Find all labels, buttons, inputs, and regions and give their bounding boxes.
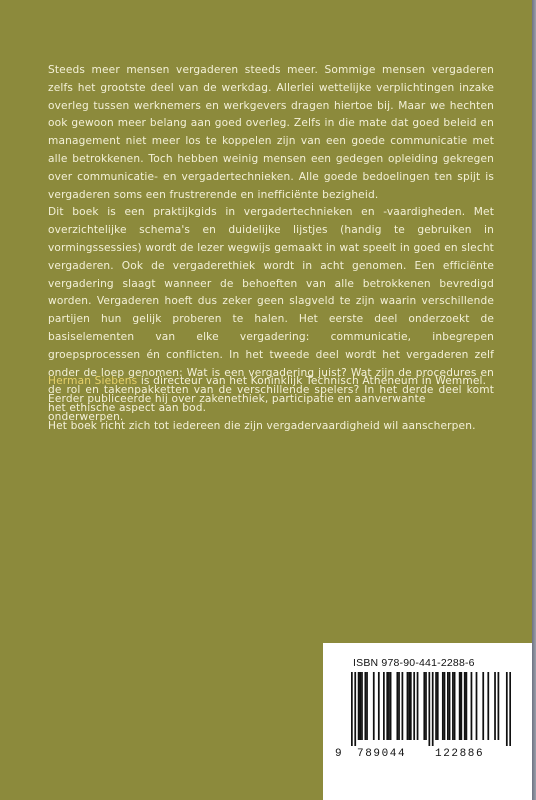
barcode-bar bbox=[373, 672, 375, 740]
barcode-bar bbox=[509, 672, 511, 746]
barcode-bar bbox=[460, 672, 462, 740]
barcode-bar bbox=[378, 672, 380, 740]
barcode-bar bbox=[425, 672, 427, 740]
barcode-bar bbox=[364, 672, 366, 740]
barcode-bar bbox=[351, 672, 353, 746]
barcode-bar bbox=[464, 672, 466, 740]
barcode-bar bbox=[428, 672, 430, 746]
author-name: Herman Siebens bbox=[48, 375, 138, 387]
barcode-bar bbox=[407, 672, 409, 740]
barcode-digit-group-right: 122886 bbox=[435, 748, 485, 760]
barcode-bar bbox=[494, 672, 496, 740]
barcode-bar bbox=[442, 672, 444, 740]
barcode-bar bbox=[487, 672, 489, 740]
barcode-bar bbox=[449, 672, 451, 740]
barcode-bar bbox=[388, 672, 390, 740]
barcode-bar bbox=[358, 672, 360, 740]
barcode-bar bbox=[366, 672, 368, 740]
blurb-paragraph-3: Het boek richt zich tot iedereen die zijn vergadervaardigheid wil aanscherpen. bbox=[48, 419, 476, 432]
barcode-bar bbox=[359, 672, 361, 740]
blurb-paragraph-1: Steeds meer mensen vergaderen steeds meer. Sommige mensen vergaderen zelfs het grootste deel van de werkdag. Allerlei wettelijke verplichtingen inzake overleg tussen werknemers en werkgevers dragen hiertoe bij. Maar we hechten ook gewoon meer belang aan goed overleg. Zelfs in die mate dat goed beleid en management niet meer los te koppelen zijn van een goede communicatie met alle betrokkenen. Toch hebben weinig mensen een gedegen opleiding gekregen over communicatie- en vergadertechnieken. Alle goede bedoelingen ten spijt is vergaderen soms een frustrerende en inefficiënte bezigheid. bbox=[48, 64, 494, 201]
barcode-bar bbox=[482, 672, 484, 740]
barcode-bar bbox=[506, 672, 508, 746]
barcode-bar bbox=[390, 672, 392, 740]
barcode-bar bbox=[498, 672, 500, 740]
barcode-bar bbox=[459, 672, 461, 740]
barcode-bar bbox=[398, 672, 400, 740]
barcode-bar bbox=[476, 672, 478, 740]
barcode-bar bbox=[396, 672, 398, 740]
author-bio-text: is directeur van het Koninklijk Technisch Atheneum in Wemmel. Eerder publiceerde hij over zakenethiek, participatie en aanverwante onderwerpen. bbox=[48, 375, 487, 423]
barcode-bar bbox=[408, 672, 410, 740]
barcode-icon bbox=[351, 672, 511, 746]
barcode-bar bbox=[383, 672, 385, 740]
barcode-bar bbox=[361, 672, 363, 740]
barcode-bar bbox=[423, 672, 425, 740]
barcode-panel bbox=[323, 643, 532, 800]
barcode-bar bbox=[386, 672, 388, 740]
barcode-digit-group-left: 789044 bbox=[357, 748, 407, 760]
book-edge bbox=[532, 0, 536, 800]
barcode-bar bbox=[437, 672, 439, 740]
author-bio-paragraph bbox=[48, 373, 494, 426]
barcode-bar bbox=[471, 672, 473, 740]
barcode-bar bbox=[354, 672, 356, 746]
barcode-bar bbox=[432, 672, 434, 746]
barcode-bar bbox=[452, 672, 454, 740]
barcode-bar bbox=[466, 672, 468, 740]
barcode-bar bbox=[454, 672, 456, 740]
barcode-bar bbox=[417, 672, 419, 740]
barcode-bar bbox=[402, 672, 404, 740]
blurb-paragraph-2: Dit boek is een praktijkgids in vergadertechnieken en -vaardigheden. Met overzichtelijke schema's en duidelijke lijstjes (handig te gebruiken in vormingssessies) wordt de lezer wegwijs gemaakt in wat speelt in goed en slecht vergaderen. Ook de vergaderethiek wordt in acht genomen. Een efficiënte vergadering slaagt wanneer de behoeften van alle betrokkenen bevredigd worden. Vergaderen hoeft dus zeker geen slagveld te zijn waarin verschillende partijen hun gelijk proberen te halen. Het eerste deel onderzoekt de basiselementen van elke vergadering: communicatie, inbegrepen groepsprocessen én conflicten. In het tweede deel wordt het vergaderen zelf onder de loep genomen: Wat is een vergadering juist? Wat zijn de procedures en de rol en takenpakketten van de verschillende spelers? In het derde deel komt het ethische aspect aan bod. bbox=[48, 206, 494, 415]
barcode-bar bbox=[413, 672, 415, 740]
barcode-bar bbox=[447, 672, 449, 740]
barcode-bar bbox=[444, 672, 446, 740]
author-bio bbox=[48, 373, 494, 426]
barcode-bar bbox=[435, 672, 437, 740]
isbn-label: ISBN 978-90-441-2288-6 bbox=[353, 657, 475, 669]
barcode-bar bbox=[410, 672, 412, 740]
barcode-digit-first: 9 bbox=[335, 748, 342, 760]
